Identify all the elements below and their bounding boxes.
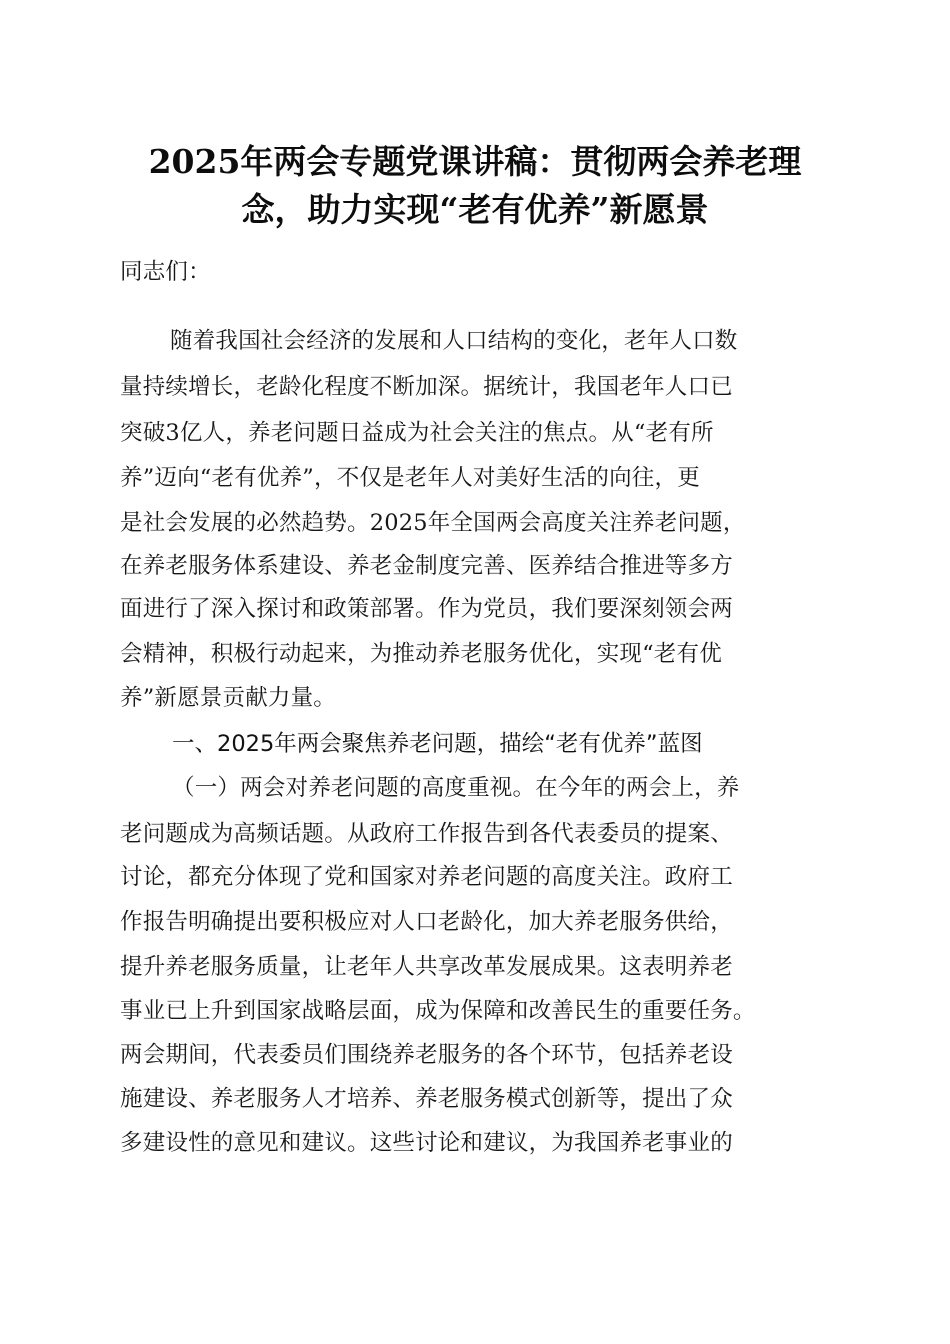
- intro-line: 养”迈向“老有优养”，不仅是老年人对美好生活的向往，更: [120, 465, 700, 491]
- intro-line: 量持续增长，老龄化程度不断加深。据统计，我国老年人口已: [120, 374, 733, 400]
- intro-line: 是社会发展的必然趋势。2025年全国两会高度关注养老问题，: [120, 510, 746, 536]
- subsection-line: 多建设性的意见和建议。这些讨论和建议，为我国养老事业的: [120, 1130, 733, 1156]
- intro-line: 突破3亿人，养老问题日益成为社会关注的焦点。从“老有所: [120, 420, 714, 446]
- intro-line: 养”新愿景贡献力量。: [120, 685, 337, 711]
- title-line-1: 2025年两会专题党课讲稿：贯彻两会养老理: [148, 142, 802, 181]
- intro-line: 会精神，积极行动起来，为推动养老服务优化，实现“老有优: [120, 641, 722, 667]
- salutation: 同志们：: [120, 259, 211, 285]
- subsection-line: 提升养老服务质量，让老年人共享改革发展成果。这表明养老: [120, 954, 733, 980]
- document-title: [100, 138, 850, 234]
- subsection-line: 事业已上升到国家战略层面，成为保障和改善民生的重要任务。: [120, 998, 756, 1024]
- subsection-line: 老问题成为高频话题。从政府工作报告到各代表委员的提案、: [120, 821, 733, 847]
- section-heading: 一、2025年两会聚焦养老问题，描绘“老有优养”蓝图: [172, 731, 703, 757]
- subsection-line: 两会期间，代表委员们围绕养老服务的各个环节，包括养老设: [120, 1042, 733, 1068]
- intro-line: 在养老服务体系建设、养老金制度完善、医养结合推进等多方: [120, 553, 733, 579]
- subsection-line: 讨论，都充分体现了党和国家对养老问题的高度关注。政府工: [120, 864, 733, 890]
- intro-line: 随着我国社会经济的发展和人口结构的变化，老年人口数: [170, 328, 738, 354]
- subsection-line: 作报告明确提出要积极应对人口老龄化，加大养老服务供给，: [120, 909, 733, 935]
- subsection-line: 施建设、养老服务人才培养、养老服务模式创新等，提出了众: [120, 1086, 733, 1112]
- title-line-2: 念，助力实现“老有优养”新愿景: [241, 190, 709, 229]
- intro-line: 面进行了深入探讨和政策部署。作为党员，我们要深刻领会两: [120, 596, 733, 622]
- subsection-line: （一）两会对养老问题的高度重视。在今年的两会上，养: [172, 775, 740, 801]
